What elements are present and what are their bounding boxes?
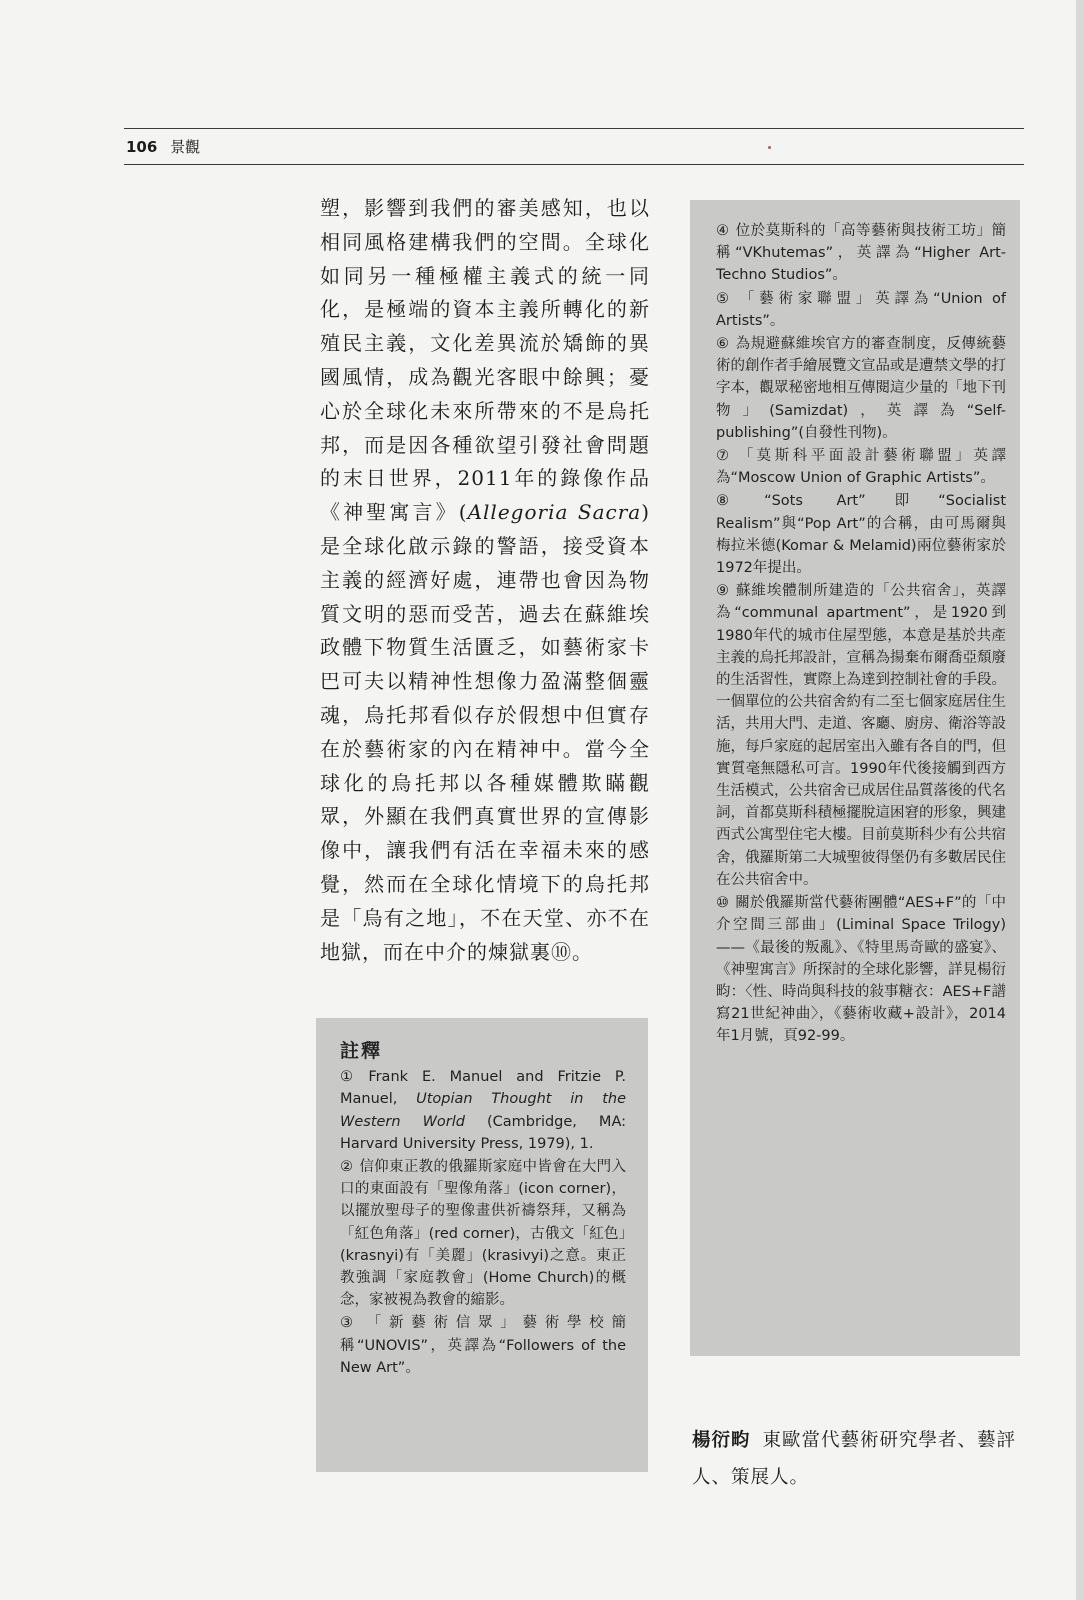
note-8 xyxy=(716,490,1006,579)
note-6-text: 為規避蘇維埃官方的審查制度，反傳統藝術的創作者手繪展覽文宣品或是遭禁文學的打字本，觀眾秘密地相互傳閱這少量的「地下刊物」(Samizdat)，英譯為“Self-publishing”(自發性刊物)。 xyxy=(716,336,1007,441)
body-text-part2: ) 是全球化啟示錄的警語，接受資本主義的經濟好處，連帶也會因為物質文明的惡而受苦，過去在蘇維埃政體下物質生活匱乏，如藝術家卡巴可夫以精神性想像力盈滿整個靈魂，烏托邦看似存於假想中但實存在於藝術家的內在精神中。當今全球化的烏托邦以各種媒體欺瞞觀眾，外顯在我們真實世界的宣傳影像中，讓我們有活在幸福未來的感覺，然而在全球化情境下的烏托邦是「烏有之地」，不在天堂、亦不在地獄，而在中介的煉獄裏⑩。 xyxy=(320,500,651,964)
author-description: 東歐當代藝術研究學者、藝評人、策展人。 xyxy=(692,1430,1017,1488)
note-marker: ⑨ xyxy=(716,583,730,600)
note-marker: ⑧ xyxy=(716,493,759,510)
notes-box-right xyxy=(690,200,1020,1356)
note-marker: ⑥ xyxy=(716,336,730,353)
note-1-text: Frank E. Manuel and Fritzie P. Manuel, xyxy=(340,1069,627,1108)
running-header xyxy=(126,136,200,157)
note-5 xyxy=(716,288,1006,332)
note-9-text: 蘇維埃體制所建造的「公共宿舍」，英譯為“communal apartment”，是1920到1980年代的城市住屋型態，本意是基於共產主義的烏托邦設計，宣稱為揚棄布爾喬亞頹廢的生活習性，實際上為達到控制社會的手段。一個單位的公共宿舍約有二至七個家庭居住生活，共用大門、走道、客廳、廚房、衛浴等設施，每戶家庭的起居室出入雖有各自的門，但實質毫無隱私可言。1990年代後接觸到西方生活模式，公共宿舍已成居住品質落後的代名詞，首都莫斯科積極擺脫這困窘的形象，興建西式公寓型住宅大樓。目前莫斯科少有公共宿舍，俄羅斯第二大城聖彼得堡仍有多數居民住在公共宿舍中。 xyxy=(716,583,1007,888)
note-1-publication: (Cambridge, MA: Harvard University Press, 1979), 1. xyxy=(340,1113,626,1152)
page-edge xyxy=(1076,0,1084,1600)
note-2 xyxy=(340,1156,626,1311)
note-marker: ④ xyxy=(716,223,730,239)
page-number: 106 xyxy=(126,138,158,156)
note-marker: ⑤ xyxy=(716,290,734,307)
body-text-italic-title: Allegoria Sacra xyxy=(467,500,642,525)
note-7 xyxy=(716,445,1006,489)
note-marker: ⑩ xyxy=(716,895,730,912)
body-text xyxy=(320,192,650,969)
note-2-text: 信仰東正教的俄羅斯家庭中皆會在大門入口的東面設有「聖像角落」(icon corner)，以擺放聖母子的聖像畫供祈禱祭拜，又稱為「紅色角落」(red corner)，古俄文「紅色」(krasnyi)有「美麗」(krasivyi)之意。東正教強調「家庭教會」(Home Church)的概念，家被視為教會的縮影。 xyxy=(340,1159,627,1309)
note-7-text: 「莫斯科平面設計藝術聯盟」英譯為“Moscow Union of Graphic Artists”。 xyxy=(716,448,1007,487)
note-marker: ② xyxy=(340,1159,354,1176)
notes-title: 註釋 xyxy=(340,1040,383,1062)
section-title: 景觀 xyxy=(170,138,201,156)
note-1-book-title: Utopian Thought in the Western World xyxy=(340,1091,626,1130)
header-top-rule xyxy=(124,128,1024,129)
note-10-text: 關於俄羅斯當代藝術團體“AES+F”的「中介空間三部曲」(Liminal Space Trilogy)——《最後的叛亂》、《特里馬奇歐的盛宴》、《神聖寓言》所探討的全球化影響，詳見楊衍畇：〈性、時尚與科技的敍事糖衣：AES+F譜寫21世紀神曲〉，《藝術收藏+設計》，2014年1月號，頁92-99。 xyxy=(716,895,1006,1045)
header-bottom-rule xyxy=(124,164,1024,165)
author-bio xyxy=(692,1422,1032,1496)
print-speck xyxy=(768,146,771,149)
note-4 xyxy=(716,220,1006,287)
note-3 xyxy=(340,1312,626,1379)
note-5-text: 「藝術家聯盟」英譯為“Union of Artists”。 xyxy=(716,290,1006,329)
note-marker: ① xyxy=(340,1069,363,1086)
note-10 xyxy=(716,892,1006,1047)
body-text-part1: 塑，影響到我們的審美感知，也以相同風格建構我們的空間。全球化如同另一種極權主義式的統一同化，是極端的資本主義所轉化的新殖民主義，文化差異流於矯飾的異國風情，成為觀光客眼中餘興；憂心於全球化未來所帶來的不是烏托邦，而是因各種欲望引發社會問題的末日世界，2011年的錄像作品《神聖寓言》( xyxy=(320,196,650,525)
note-marker: ③ xyxy=(340,1315,361,1332)
notes-box-left xyxy=(316,1018,648,1472)
note-9 xyxy=(716,580,1006,891)
note-8-text: “Sots Art”即“Socialist Realism”與“Pop Art”的合稱，由可馬爾與梅拉米德(Komar & Melamid)兩位藝術家於1972年提出。 xyxy=(716,493,1006,577)
note-marker: ⑦ xyxy=(716,448,733,465)
author-name: 楊衍畇 xyxy=(692,1430,751,1451)
note-3-text: 「新藝術信眾」藝術學校簡稱“UNOVIS”，英譯為“Followers of the New Art”。 xyxy=(340,1315,626,1376)
note-4-text: 位於莫斯科的「高等藝術與技術工坊」簡稱“VKhutemas”，英譯為“Higher Art-Techno Studios”。 xyxy=(716,223,1007,284)
note-6 xyxy=(716,333,1006,444)
note-1 xyxy=(340,1066,626,1155)
